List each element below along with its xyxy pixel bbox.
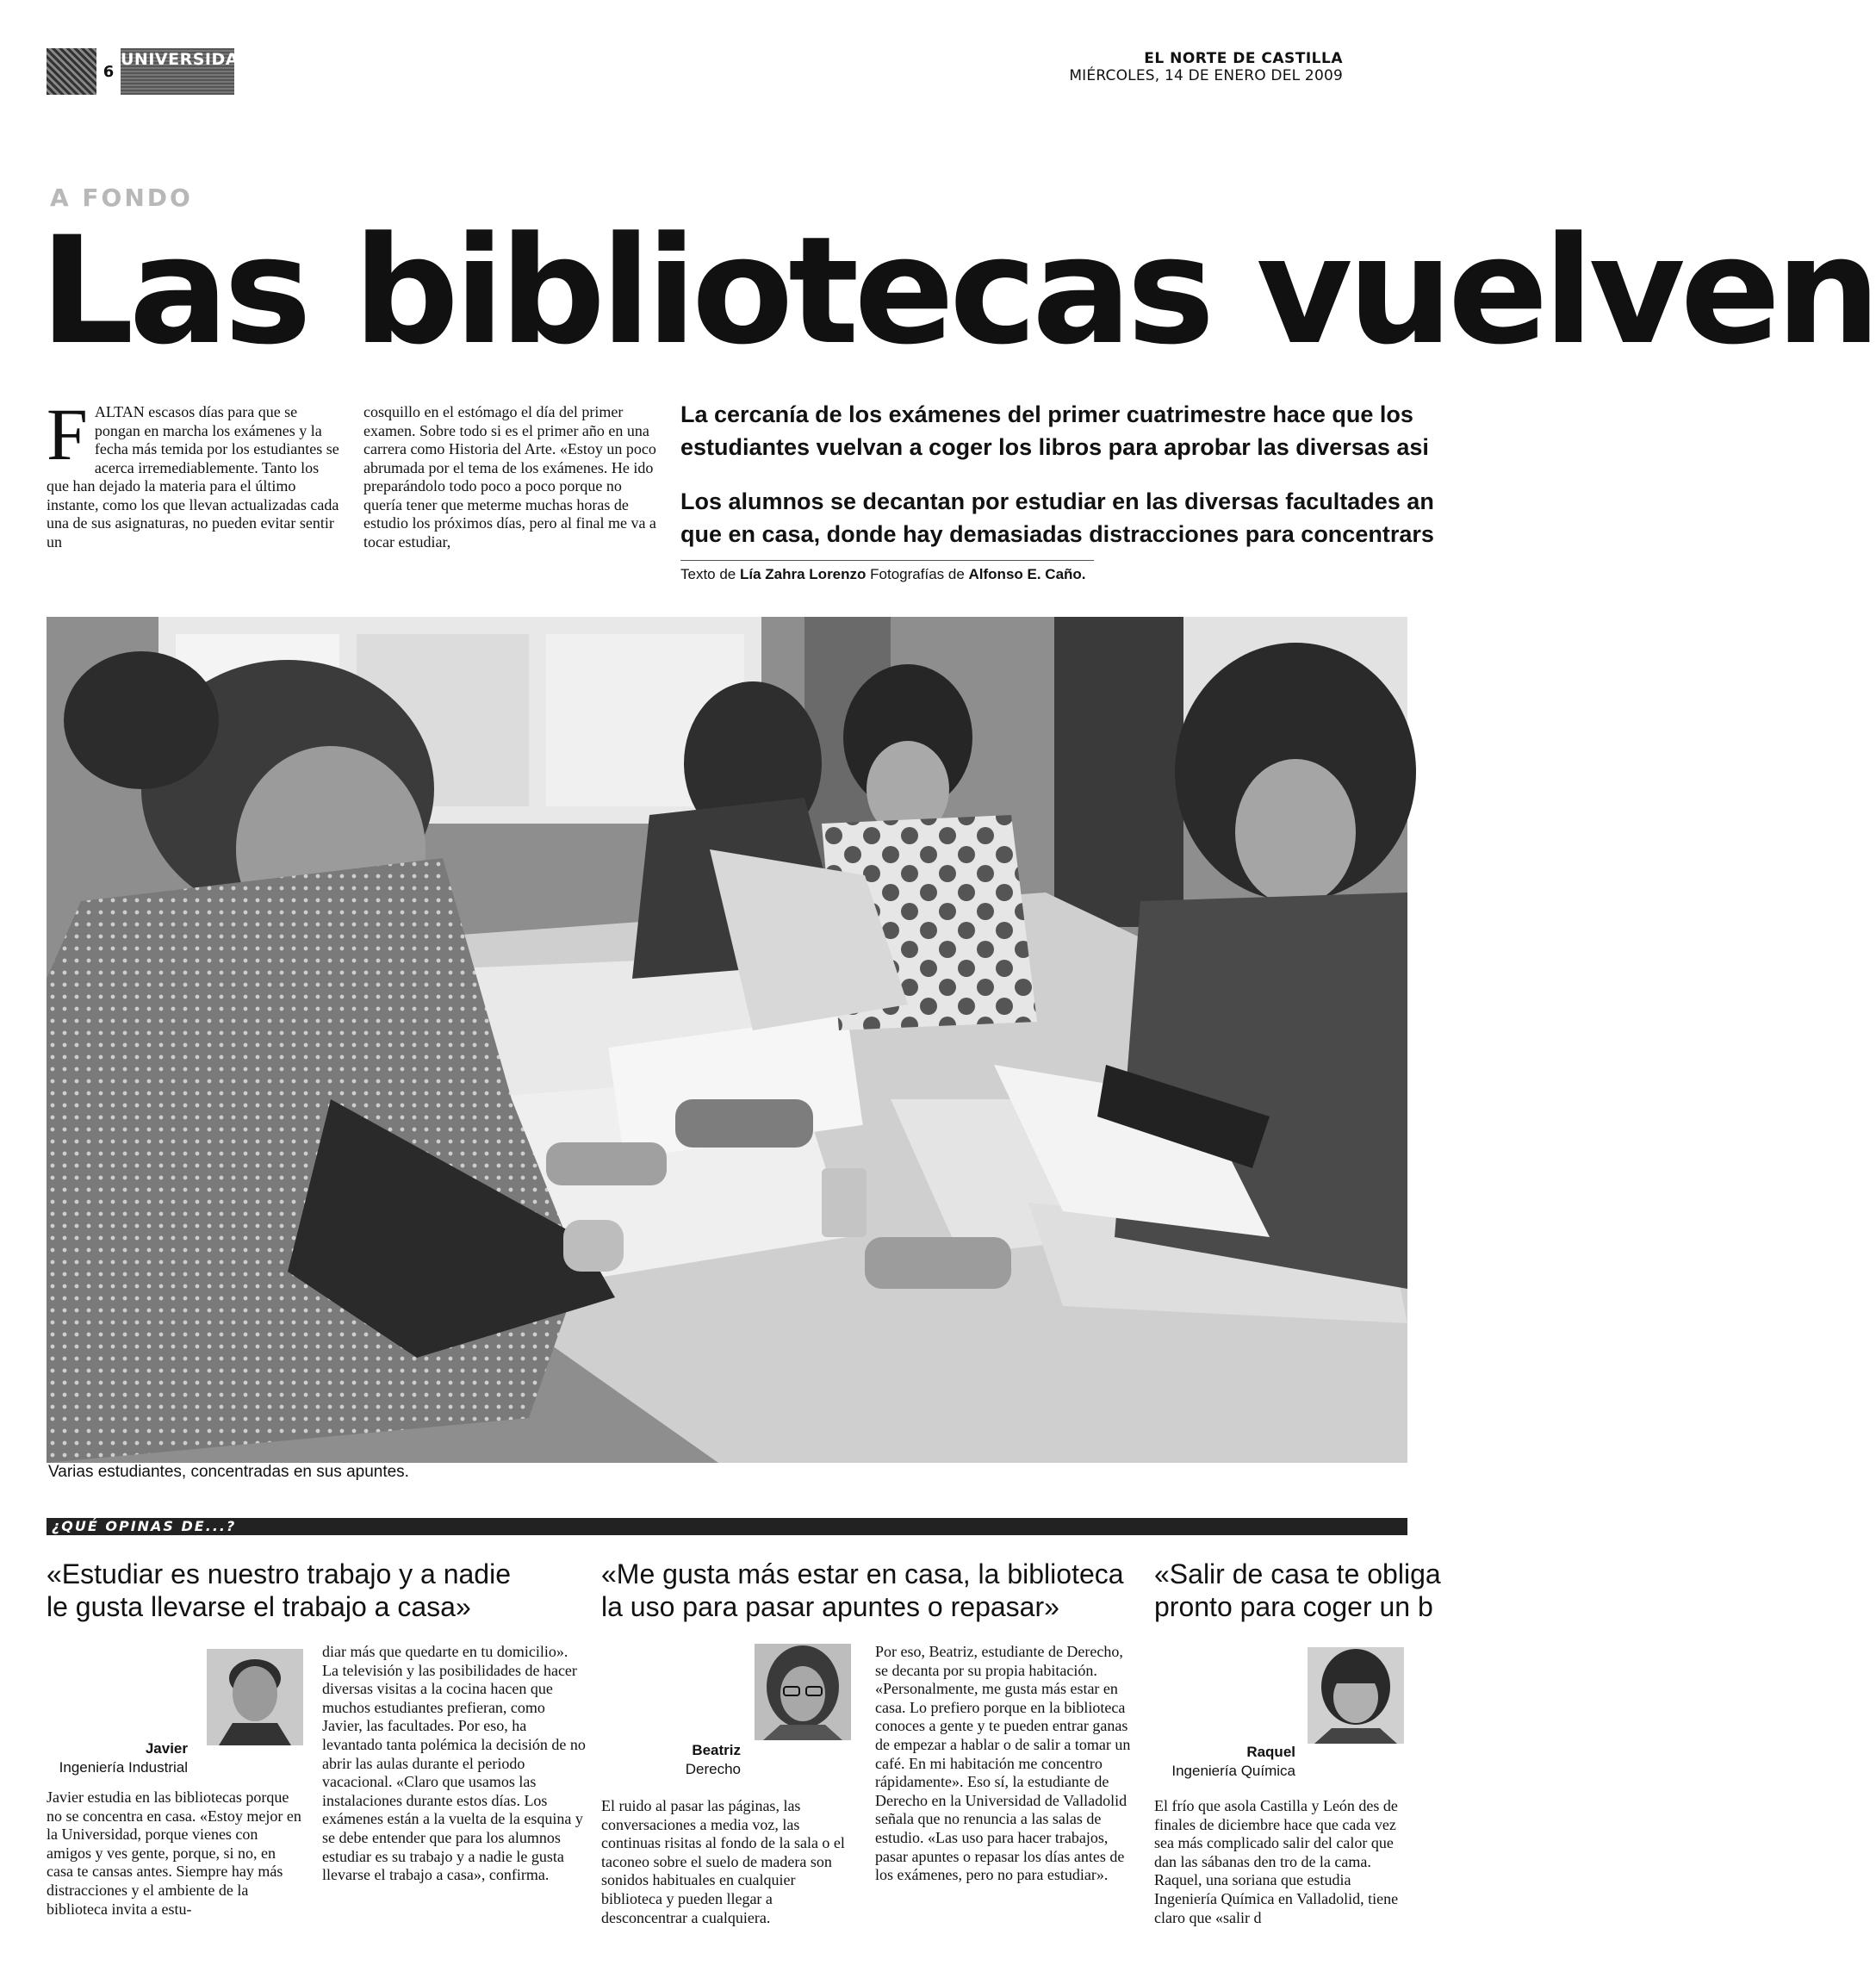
deck-divider <box>680 560 1094 561</box>
byline-text-label: Texto de <box>680 566 736 582</box>
raquel-text-column-1: El frío que asola Castilla y León des de finales de diciembre hace que cada vez sea más complicado salir del calor que dan las sábanas den tro de la cama. Raquel, una soriana que estudia Ingeniería Química en Valladolid, tiene claro que «salir d <box>1154 1797 1399 1926</box>
beatriz-portrait <box>755 1644 851 1740</box>
lead-column-1-text: ALTAN escasos días para que se pongan en marcha los exámenes y la fecha más temida por los estudiantes se acerca irremediablemente. Tanto los que han dejado la materia para el último instante, como los que llevan actualizadas cada una de sus asignaturas, no pueden evitar sentir un <box>47 403 339 550</box>
deck-1-line-2: estudiantes vuelvan a coger los libros para aprobar las diversas asi <box>680 434 1429 460</box>
opinion-quote-1-line-1: «Estudiar es nuestro trabajo y a nadie <box>47 1558 511 1589</box>
headline: Las bibliotecas vuelven <box>40 204 1876 377</box>
opinions-bar <box>47 1518 1407 1535</box>
opinion-quote-3-line-1: «Salir de casa te obliga <box>1154 1558 1441 1589</box>
beatriz-text-column-1: El ruido al pasar las páginas, las conversaciones a media voz, las continuas risitas al fondo de la sala o el taconeo sobre el suelo de madera son sonidos habituales en cualquier biblioteca y pueden llegar a desconcentrar a cualquiera. <box>601 1797 845 1926</box>
javier-text-column-2: diar más que quedarte en tu domicilio». La televisión y las posibilidades de hacer diversas visitas a la cocina hacen que muchos estudiantes prefieran, como Javier, las facultades. Por eso, ha levantado tanta polémica la decisión de no abrir las aulas durante el periodo vacacional. «Claro que usamos las instalaciones durante estos días. Los exámenes están a la vuelta de la esquina y se debe entender que para los alumnos estudiar es su trabajo y a nadie le gusta llevarse el trabajo a casa», confirma. <box>322 1643 586 1884</box>
beatriz-text-column-2: Por eso, Beatriz, estudiante de Derecho, se decanta por su propia habitación. «Personalmente, me gusta más estar en casa. Lo prefiero porque en la biblioteca conoces a gente y te pueden entrar ganas de empezar a hablar o de salir a tomar un café. En mi habitación me concentro rápidamente». Eso sí, la estudiante de Derecho en la Universidad de Valladolid señala que no renuncia a las salas de estudio. «Las uso para hacer trabajos, pasar apuntes o repasar los días antes de los exámenes, pero no para estudiar». <box>875 1643 1131 1884</box>
opinion-quote-1 <box>47 1558 511 1623</box>
opinion-quote-3 <box>1154 1558 1441 1623</box>
opinion-quote-3-line-2: pronto para coger un b <box>1154 1591 1433 1622</box>
byline <box>680 566 1086 583</box>
photo-caption: Varias estudiantes, concentradas en sus apuntes. <box>48 1463 409 1481</box>
section-tab <box>47 48 253 95</box>
deck-2-line-1: Los alumnos se decantan por estudiar en las diversas facultades an <box>680 488 1434 514</box>
lead-column-1 <box>47 393 339 551</box>
page-number: 6 <box>96 48 121 95</box>
section-tab-texture <box>47 48 96 95</box>
deck-1 <box>680 398 1429 463</box>
opinion-quote-2-line-1: «Me gusta más estar en casa, la biblioteca <box>601 1558 1124 1589</box>
javier-text-column-1: Javier estudia en las bibliotecas porque no se concentra en casa. «Estoy mejor en la Universidad, porque vienes con amigos y ves gente, porque, si no, en casa te cansas antes. Siempre hay más distracciones y el ambiente de la biblioteca invita a estu- <box>47 1788 301 1918</box>
opinion-quote-1-line-2: le gusta llevarse el trabajo a casa» <box>47 1591 471 1622</box>
opinion-quote-2 <box>601 1558 1124 1623</box>
main-photo <box>47 617 1407 1463</box>
kicker: A FONDO <box>50 183 193 212</box>
beatriz-name: Beatriz <box>692 1742 741 1758</box>
section-label: UNIVERSIDAD <box>121 50 253 69</box>
raquel-degree: Ingeniería Química <box>1171 1763 1295 1779</box>
deck-2 <box>680 485 1434 550</box>
javier-name: Javier <box>145 1740 188 1757</box>
byline-author: Lía Zahra Lorenzo <box>740 566 867 582</box>
raquel-name: Raquel <box>1246 1744 1295 1760</box>
javier-portrait <box>207 1649 303 1745</box>
lead-column-2: cosquillo en el estómago el día del primer examen. Sobre todo si es el primer año en una carrera como Historia del Arte. «Estoy un poco abrumada por el tema de los exámenes. He ido preparándolo todo poco a poco porque no quería tener que meterme muchas horas de estudio los próximos días, pero al final me va a tocar estudiar, <box>363 403 656 550</box>
opinions-label: ¿QUÉ OPINAS DE...? <box>52 1518 237 1534</box>
opinion-quote-2-line-2: la uso para pasar apuntes o repasar» <box>601 1591 1059 1622</box>
beatriz-degree: Derecho <box>685 1761 741 1777</box>
javier-degree: Ingeniería Industrial <box>59 1759 188 1776</box>
deck-1-line-1: La cercanía de los exámenes del primer cuatrimestre hace que los <box>680 401 1413 427</box>
newspaper-name: EL NORTE DE CASTILLA <box>1144 50 1343 67</box>
students-studying-photo <box>47 617 1407 1463</box>
deck-2-line-2: que en casa, donde hay demasiadas distracciones para concentrars <box>680 521 1434 547</box>
byline-photographer: Alfonso E. Caño. <box>968 566 1086 582</box>
byline-photo-label: Fotografías de <box>870 566 965 582</box>
raquel-portrait <box>1308 1647 1404 1744</box>
drop-cap: F <box>47 393 88 476</box>
publication-date: MIÉRCOLES, 14 DE ENERO DEL 2009 <box>1069 67 1343 84</box>
